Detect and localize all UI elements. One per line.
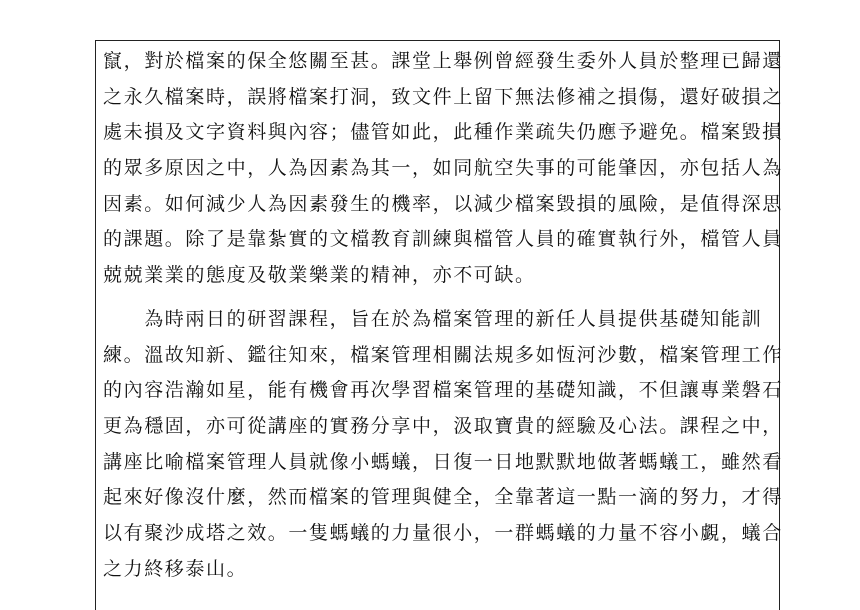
text-line: 之力終移泰山。 — [103, 557, 248, 580]
text-line: 竄，對於檔案的保全悠關至甚。課堂上舉例曾經發生委外人員於整理已歸還 — [103, 50, 783, 72]
text-line: 兢兢業業的態度及敬業樂業的精神，亦不可缺。 — [103, 264, 536, 287]
paragraph-spacer — [103, 294, 773, 302]
text-line: 以有聚沙成塔之效。一隻螞蟻的力量很小，一群螞蟻的力量不容小覷，蟻合 — [103, 521, 783, 544]
paragraph-1 — [103, 44, 783, 294]
text-line: 之永久檔案時，誤將檔案打洞，致文件上留下無法修補之損傷，還好破損之 — [103, 85, 783, 108]
text-line: 起來好像沒什麼，然而檔案的管理與健全，全靠著這一點一滴的努力，才得 — [103, 486, 783, 509]
paragraph-2 — [103, 302, 783, 588]
text-line: 因素。如何減少人為因素發生的機率，以減少檔案毀損的風險，是值得深思 — [103, 192, 783, 215]
text-line: 的眾多原因之中，人為因素為其一，如同航空失事的可能肇因，亦包括人為 — [103, 157, 783, 180]
essay-text — [103, 44, 783, 587]
text-line: 更為穩固，亦可從講座的實務分享中，汲取寶貴的經驗及心法。課程之中， — [103, 414, 783, 437]
text-line: 講座比喻檔案管理人員就像小螞蟻，日復一日地默默地做著螞蟻工，雖然看 — [103, 450, 783, 473]
text-line: 的內容浩瀚如星，能有機會再次學習檔案管理的基礎知識，不但讓專業磐石 — [103, 379, 783, 402]
text-line: 處未損及文字資料與內容；儘管如此，此種作業疏失仍應予避免。檔案毀損 — [103, 121, 783, 144]
text-line: 為時兩日的研習課程，旨在於為檔案管理的新任人員提供基礎知能訓 — [103, 307, 763, 330]
text-line: 練。溫故知新、鑑往知來，檔案管理相關法規多如恆河沙數，檔案管理工作 — [103, 343, 783, 366]
text-line: 的課題。除了是靠紮實的文檔教育訓練與檔管人員的確實執行外，檔管人員 — [103, 228, 783, 251]
